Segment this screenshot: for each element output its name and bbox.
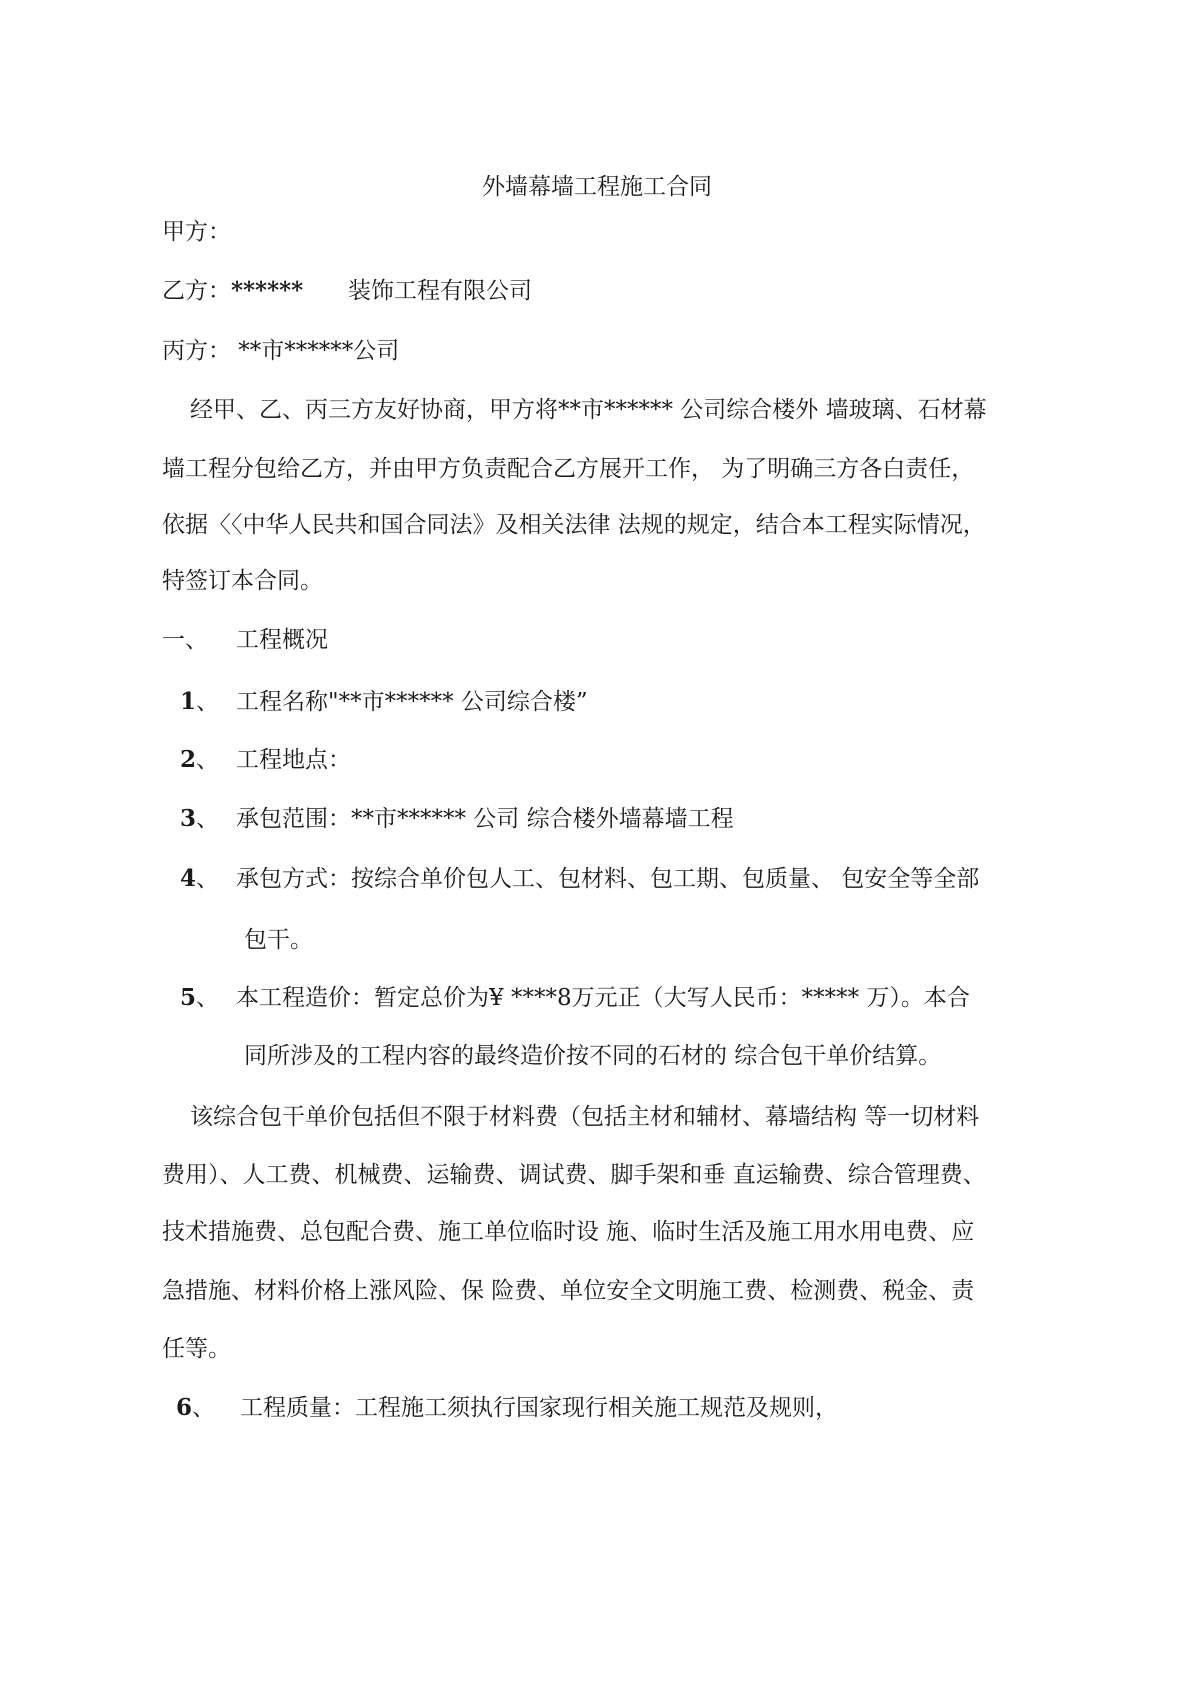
party-b-mask: ****** [231, 277, 304, 304]
document-title: 外墙幕墙工程施工合同 [482, 174, 712, 200]
list-item-number: 4、 [180, 865, 220, 892]
para2-line-4: 急措施、材料价格上涨风险、保 险费、单位安全文明施工费、检测费、税金、责 [162, 1278, 975, 1304]
list-item-text: 本工程造价：暂定总价为¥ ****8万元正（大写人民币：***** 万）。本合 [236, 985, 970, 1011]
list-item-text: 工程质量：工程施工须执行国家现行相关施工规范及规则， [240, 1395, 838, 1421]
list-item-text: 承包方式：按综合单价包人工、包材料、包工期、包质量、 包安全等全部 [236, 866, 980, 892]
list-item-text: 承包范围：**市****** 公司 综合楼外墙幕墙工程 [236, 806, 734, 832]
party-a-line: 甲方： [162, 219, 231, 245]
list-item-number: 5、 [180, 984, 220, 1011]
list-item-text: 工程地点： [236, 747, 351, 773]
list-item-continuation: 同所涉及的工程内容的最终造价按不同的石材的 综合包干单价结算。 [244, 1043, 942, 1069]
intro-line-2: 墙工程分包给乙方，并由甲方负责配合乙方展开工作， 为了明确三方各白责任， [162, 456, 975, 482]
para2-line-3: 技术措施费、总包配合费、施工单位临时设 施、临时生活及施工用水用电费、应 [162, 1219, 975, 1245]
party-b-label: 乙方： [162, 278, 231, 304]
intro-line-4: 特签订本合同。 [162, 568, 323, 594]
party-c-line: 丙方： **市******公司 [162, 338, 400, 364]
list-item-text: 工程名称"**市****** 公司综合楼” [236, 689, 588, 715]
list-item-number: 3、 [180, 805, 220, 832]
list-item-number: 6、 [176, 1394, 216, 1421]
list-item-continuation: 包干。 [244, 927, 313, 953]
para2-line-2: 费用）、人工费、机械费、运输费、调试费、脚手架和垂 直运输费、综合管理费、 [162, 1162, 986, 1188]
list-item-number: 1、 [180, 688, 220, 715]
list-item-number: 2、 [180, 746, 220, 773]
intro-line-1: 经甲、乙、丙三方友好协商，甲方将**市****** 公司综合楼外 墙玻璃、石材幕 [190, 397, 987, 423]
section-1-title: 工程概况 [236, 627, 328, 653]
party-b-name: 装饰工程有限公司 [348, 278, 532, 304]
intro-line-3: 依据〈〈中华人民共和国合同法》及相关法律 法规的规定，结合本工程实际情况， [162, 512, 986, 538]
party-b-line [162, 276, 303, 306]
para2-line-1: 该综合包干单价包括但不限于材料费（包括主材和辅材、幕墙结构 等一切材料 [190, 1104, 980, 1130]
section-1-number: 一、 [162, 627, 208, 653]
para2-line-5: 任等。 [162, 1336, 231, 1362]
